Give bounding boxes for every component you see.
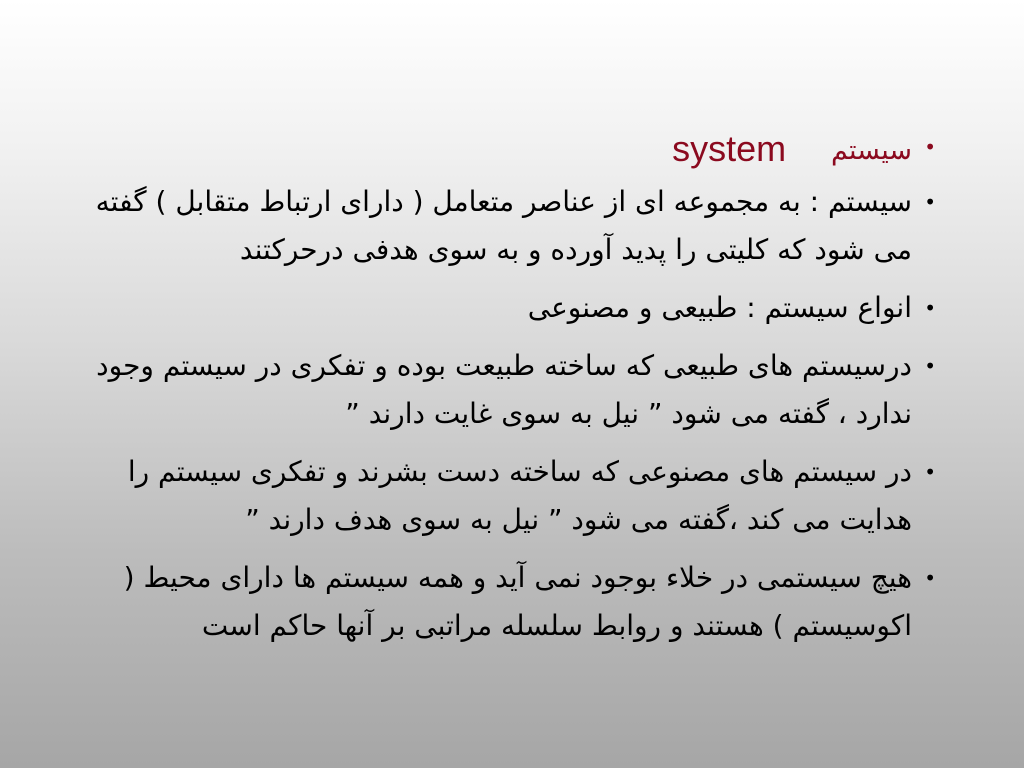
bullet-list xyxy=(64,124,936,660)
bullet-dot: • xyxy=(924,190,936,214)
bullet-dot: • xyxy=(924,296,936,320)
bullet-item-types xyxy=(64,284,936,332)
bullet-text: سیستم : به مجموعه ای از عناصر متعامل ( دارای ارتباط متقابل ) گفته می شود که کلیتی را پدید آورده و به سوی هدفی درحرکتند xyxy=(95,185,912,266)
bullet-item-natural xyxy=(64,342,936,438)
bullet-dot: • xyxy=(924,460,936,484)
bullet-text: هیچ سیستمی در خلاء بوجود نمی آید و همه سیستم ها دارای محیط ( اکوسیستم ) هستند و روابط سلسله مراتبی بر آنها حاکم است xyxy=(123,561,912,642)
bullet-dot: • xyxy=(924,135,936,159)
title-english: system xyxy=(672,128,787,169)
bullet-item-environment xyxy=(64,554,936,650)
bullet-dot: • xyxy=(924,354,936,378)
bullet-item-definition xyxy=(64,178,936,274)
title-persian: سیستم xyxy=(831,135,912,166)
bullet-item-artificial xyxy=(64,448,936,544)
bullet-text: در سیستم های مصنوعی که ساخته دست بشرند و تفکری سیستم را هدایت می کند ،گفته می شود ” نیل به سوی هدف دارند ” xyxy=(127,455,912,536)
bullet-dot: • xyxy=(924,566,936,590)
bullet-text: انواع سیستم : طبیعی و مصنوعی xyxy=(527,291,912,324)
slide-title xyxy=(64,124,936,174)
bullet-text: درسیستم های طبیعی که ساخته طبیعت بوده و تفکری در سیستم وجود ندارد ، گفته می شود ” نیل به سوی غایت دارند ” xyxy=(96,349,912,430)
